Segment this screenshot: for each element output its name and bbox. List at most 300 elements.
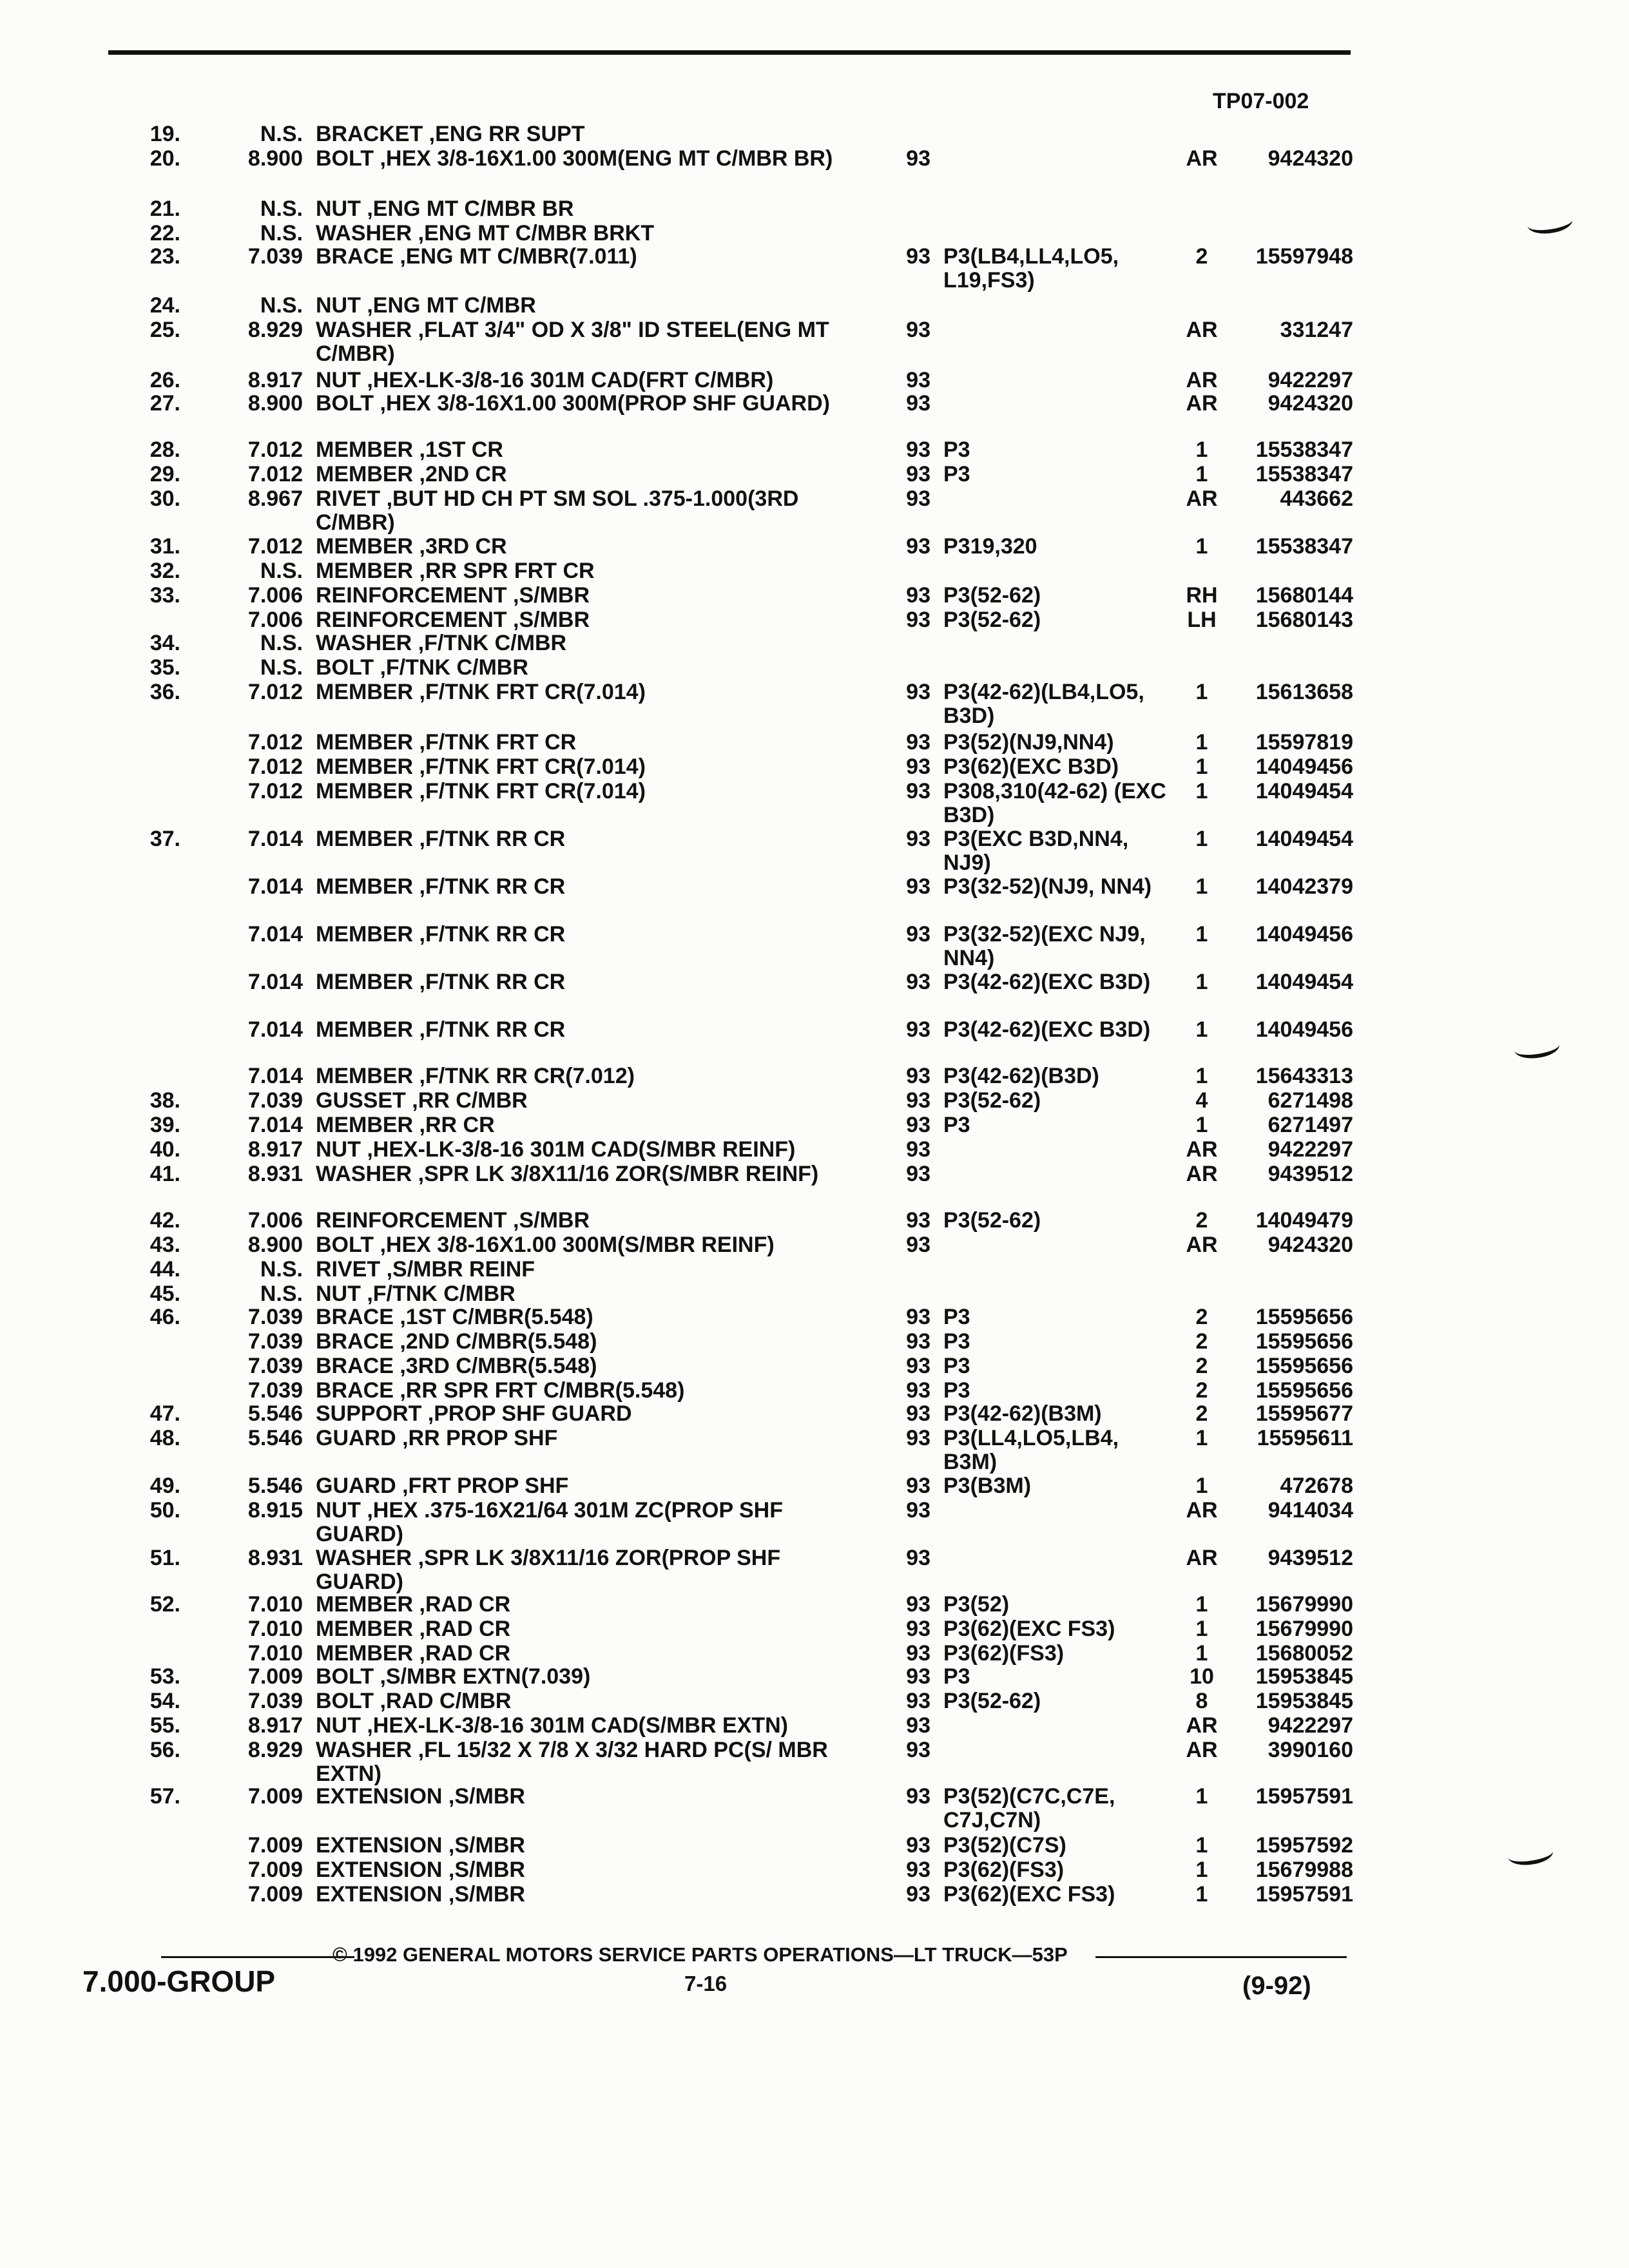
usage-code: P3(42-62)(EXC B3D) [943,1018,1151,1042]
group-number: 8.900 [247,1233,303,1257]
part-description: EXTENSION ,S/MBR [316,1858,525,1882]
quantity: AR [1186,1713,1218,1738]
part-description: NUT ,HEX-LK-3/8-16 301M CAD(FRT C/MBR) [316,369,774,392]
item-number: 51. [149,1546,180,1570]
model-year: 93 [906,1233,930,1257]
model-year: 93 [906,1713,930,1738]
part-number: 15597948 [1255,244,1353,269]
usage-code: P3(42-62)(B3D) [943,1064,1099,1088]
usage-code: P3 [943,1379,970,1403]
footer-rule-right [1095,1956,1347,1958]
part-description: WASHER ,SPR LK 3/8X11/16 ZOR(PROP SHF GUARD) [316,1546,781,1594]
group-number: 8.900 [247,146,303,171]
quantity: 1 [1195,730,1208,754]
part-number: 15595611 [1257,1426,1353,1450]
part-description: MEMBER ,F/TNK RR CR [316,827,566,851]
quantity: AR [1186,1162,1218,1186]
part-number: 14042379 [1255,874,1353,899]
footer-group: 7.000-GROUP [82,1965,276,1998]
model-year: 93 [906,146,930,171]
quantity: AR [1186,486,1218,511]
item-number: 40. [149,1137,180,1162]
group-number: 7.012 [247,754,303,779]
group-number: 8.967 [247,486,303,511]
usage-code: P3(B3M) [943,1474,1032,1498]
part-description: MEMBER ,F/TNK RR CR [316,1018,566,1042]
quantity: AR [1186,1498,1218,1523]
part-description: MEMBER ,1ST CR [316,438,503,462]
quantity: 1 [1195,754,1208,779]
item-number: 42. [149,1208,180,1233]
item-number: 19. [149,122,180,146]
item-number: 55. [149,1713,180,1738]
part-number: 14049456 [1255,754,1353,779]
part-description: SUPPORT ,PROP SHF GUARD [316,1402,632,1426]
quantity: AR [1186,1546,1218,1570]
part-number: 14049456 [1255,1017,1353,1042]
part-description: BOLT ,HEX 3/8-16X1.00 300M(S/MBR REINF) [316,1233,775,1257]
model-year: 93 [906,1401,930,1426]
part-description: NUT ,HEX-LK-3/8-16 301M CAD(S/MBR REINF) [316,1138,796,1162]
group-number: 7.012 [247,462,303,486]
part-description: BOLT ,S/MBR EXTN(7.039) [316,1665,591,1689]
item-number: 31. [149,534,180,559]
part-description: GUARD ,FRT PROP SHF [316,1474,569,1498]
usage-code: P3 [943,1330,970,1354]
part-description: BRACE ,RR SPR FRT C/MBR(5.548) [316,1379,685,1403]
group-number: 8.931 [247,1546,303,1570]
item-number: 35. [149,655,180,680]
quantity: 1 [1195,1064,1208,1088]
item-number: 21. [149,197,180,221]
part-description: NUT ,HEX .375-16X21/64 301M ZC(PROP SHF GUARD) [316,1499,783,1546]
quantity: 2 [1195,244,1208,269]
quantity: 1 [1195,1617,1208,1641]
group-number: 7.012 [247,779,303,803]
quantity: 1 [1195,1426,1208,1450]
quantity: 1 [1195,970,1208,994]
part-description: MEMBER ,F/TNK FRT CR(7.014) [316,755,646,779]
quantity: 2 [1195,1378,1208,1403]
group-number: N.S. [260,631,303,655]
item-number: 39. [149,1113,180,1137]
part-description: MEMBER ,RAD CR [316,1593,511,1617]
item-number: 38. [149,1088,180,1113]
group-number: 7.009 [247,1784,303,1809]
group-number: 8.915 [247,1498,303,1523]
part-number: 15680144 [1255,583,1353,608]
part-number: 14049456 [1255,922,1353,947]
usage-code: P3 [943,1665,970,1689]
quantity: 1 [1195,437,1208,462]
usage-code: P3 [943,1354,970,1378]
part-description: MEMBER ,F/TNK FRT CR [316,731,577,754]
part-number: 15613658 [1255,680,1353,704]
group-number: 7.012 [247,680,303,704]
item-number: 22. [149,221,180,245]
usage-code: P3(42-62)(B3M) [943,1402,1102,1426]
model-year: 93 [906,754,930,779]
model-year: 93 [906,1208,930,1233]
quantity: 2 [1195,1208,1208,1233]
usage-code: P3(62)(EXC B3D) [943,755,1119,779]
part-description: MEMBER ,RAD CR [316,1617,511,1641]
group-number: 7.012 [247,437,303,462]
group-number: 7.010 [247,1641,303,1666]
item-number: 47. [149,1401,180,1426]
part-description: MEMBER ,3RD CR [316,535,507,559]
group-number: 7.014 [247,1113,303,1137]
group-number: 7.014 [247,1017,303,1042]
part-number: 15957591 [1255,1882,1353,1907]
item-number: 54. [149,1689,180,1713]
usage-code: P3 [943,438,970,462]
quantity: 1 [1195,1784,1208,1809]
quantity: 2 [1195,1329,1208,1354]
item-number: 30. [149,486,180,511]
part-number: 15597819 [1255,730,1353,754]
part-number: 9439512 [1268,1162,1353,1186]
model-year: 93 [906,730,930,754]
model-year: 93 [906,437,930,462]
group-number: 7.014 [247,1064,303,1088]
part-description: REINFORCEMENT ,S/MBR [316,1209,590,1233]
part-number: 15595677 [1255,1401,1353,1426]
model-year: 93 [906,318,930,342]
model-year: 93 [906,922,930,947]
part-number: 15538347 [1255,534,1353,559]
group-number: 7.009 [247,1833,303,1858]
part-number: 15680052 [1255,1641,1353,1666]
group-number: N.S. [260,1257,303,1282]
part-number: 9424320 [1268,1233,1353,1257]
item-number: 25. [149,318,180,342]
quantity: AR [1186,368,1218,392]
part-number: 14049454 [1255,970,1353,994]
quantity: 1 [1195,827,1208,851]
usage-code: P3(EXC B3D,NN4, NJ9) [943,827,1129,875]
quantity: 2 [1195,1354,1208,1378]
quantity: 1 [1195,779,1208,803]
part-description: RIVET ,BUT HD CH PT SM SOL .375-1.000(3RD C/MBR) [316,487,799,535]
quantity: LH [1187,608,1217,632]
part-description: RIVET ,S/MBR REINF [316,1258,535,1282]
usage-code: P308,310(42-62) (EXC B3D) [943,780,1166,827]
group-number: 7.014 [247,827,303,851]
part-description: WASHER ,FLAT 3/4" OD X 3/8" ID STEEL(ENG MT C/MBR) [316,318,829,366]
quantity: AR [1186,146,1218,171]
group-number: 7.006 [247,608,303,632]
item-number: 23. [149,244,180,269]
part-description: BRACE ,ENG MT C/MBR(7.011) [316,245,637,269]
group-number: 7.010 [247,1592,303,1617]
part-description: MEMBER ,F/TNK FRT CR(7.014) [316,680,646,704]
quantity: AR [1186,318,1218,342]
model-year: 93 [906,1088,930,1113]
part-number: 15595656 [1255,1378,1353,1403]
usage-code: P3(62)(EXC FS3) [943,1883,1115,1907]
quantity: 1 [1195,922,1208,947]
quantity: 1 [1195,534,1208,559]
quantity: 1 [1195,1641,1208,1666]
part-description: WASHER ,ENG MT C/MBR BRKT [316,222,655,245]
model-year: 93 [906,583,930,608]
group-number: 7.006 [247,583,303,608]
part-description: WASHER ,F/TNK C/MBR [316,631,567,655]
item-number: 46. [149,1305,180,1329]
group-number: 7.039 [247,1689,303,1713]
usage-code: P3(LB4,LL4,LO5, L19,FS3) [943,245,1119,293]
part-number: 15680143 [1255,608,1353,632]
group-number: 7.009 [247,1882,303,1907]
model-year: 93 [906,534,930,559]
model-year: 93 [906,1689,930,1713]
group-number: N.S. [260,293,303,318]
group-number: 7.039 [247,1088,303,1113]
model-year: 93 [906,779,930,803]
usage-code: P3(32-52)(NJ9, NN4) [943,875,1152,899]
part-description: BRACKET ,ENG RR SUPT [316,122,585,146]
item-number: 57. [149,1784,180,1809]
usage-code: P3(52)(C7S) [943,1834,1066,1858]
part-description: MEMBER ,F/TNK RR CR [316,923,566,947]
part-description: REINFORCEMENT ,S/MBR [316,584,590,608]
part-number: 14049454 [1255,827,1353,851]
quantity: 2 [1195,1305,1208,1329]
group-number: 8.929 [247,318,303,342]
part-description: BRACE ,3RD C/MBR(5.548) [316,1354,597,1378]
part-number: 15538347 [1255,462,1353,486]
part-description: EXTENSION ,S/MBR [316,1883,525,1907]
group-number: 7.009 [247,1664,303,1689]
part-number: 15595656 [1255,1329,1353,1354]
part-number: 9439512 [1268,1546,1353,1570]
part-description: NUT ,ENG MT C/MBR BR [316,197,574,221]
model-year: 93 [906,1592,930,1617]
usage-code: P319,320 [943,535,1037,559]
part-description: BOLT ,RAD C/MBR [316,1689,512,1713]
model-year: 93 [906,1784,930,1809]
part-number: 9414034 [1268,1498,1353,1523]
part-description: BOLT ,HEX 3/8-16X1.00 300M(PROP SHF GUARD) [316,392,830,416]
model-year: 93 [906,1162,930,1186]
part-number: 9424320 [1268,146,1353,171]
part-description: EXTENSION ,S/MBR [316,1834,525,1858]
part-number: 14049479 [1255,1208,1353,1233]
model-year: 93 [906,1378,930,1403]
item-number: 50. [149,1498,180,1523]
part-number: 6271497 [1268,1113,1353,1137]
quantity: 1 [1195,874,1208,899]
model-year: 93 [906,970,930,994]
group-number: 8.931 [247,1162,303,1186]
usage-code: P3(52)(C7C,C7E, C7J,C7N) [943,1785,1115,1832]
part-description: MEMBER ,2ND CR [316,463,507,486]
quantity: 1 [1195,1113,1208,1137]
part-description: REINFORCEMENT ,S/MBR [316,608,590,632]
group-number: 7.039 [247,1354,303,1378]
model-year: 93 [906,827,930,851]
footer-page-number: 7-16 [684,1972,728,1995]
item-number: 37. [149,827,180,851]
item-number: 43. [149,1233,180,1257]
group-number: 7.010 [247,1617,303,1641]
item-number: 20. [149,146,180,171]
item-number: 44. [149,1257,180,1282]
group-number: 7.039 [247,244,303,269]
group-number: N.S. [260,122,303,146]
item-number: 34. [149,631,180,655]
group-number: 7.039 [247,1329,303,1354]
group-number: 5.546 [247,1426,303,1450]
part-description: MEMBER ,RR SPR FRT CR [316,559,595,583]
quantity: 1 [1195,680,1208,704]
item-number: 52. [149,1592,180,1617]
part-description: BRACE ,1ST C/MBR(5.548) [316,1305,593,1329]
item-number: 56. [149,1738,180,1762]
usage-code: P3(32-52)(EXC NJ9, NN4) [943,923,1146,970]
item-number: 29. [149,462,180,486]
group-number: N.S. [260,1282,303,1306]
usage-code: P3(52-62) [943,1209,1041,1233]
usage-code: P3(52-62) [943,584,1041,608]
usage-code: P3 [943,1113,970,1137]
model-year: 93 [906,368,930,392]
model-year: 93 [906,462,930,486]
model-year: 93 [906,874,930,899]
usage-code: P3(52) [943,1593,1010,1617]
group-number: 5.546 [247,1474,303,1498]
group-number: 8.917 [247,1137,303,1162]
group-number: 8.917 [247,1713,303,1738]
part-number: 472678 [1280,1474,1353,1498]
part-number: 15643313 [1255,1064,1353,1088]
model-year: 93 [906,680,930,704]
quantity: 1 [1195,1474,1208,1498]
group-number: 7.012 [247,730,303,754]
part-number: 443662 [1280,486,1353,511]
footer-date: (9-92) [1242,1972,1311,2000]
model-year: 93 [906,1137,930,1162]
group-number: N.S. [260,197,303,221]
model-year: 93 [906,1738,930,1762]
group-number: 7.014 [247,970,303,994]
usage-code: P3(42-62)(LB4,LO5, B3D) [943,680,1144,728]
document-code: TP07-002 [1213,89,1309,113]
quantity: 1 [1195,1858,1208,1882]
model-year: 93 [906,1017,930,1042]
usage-code: P3(62)(EXC FS3) [943,1617,1115,1641]
group-number: 8.900 [247,391,303,416]
group-number: N.S. [260,221,303,245]
quantity: 1 [1195,462,1208,486]
part-number: 9424320 [1268,391,1353,416]
part-description: BOLT ,HEX 3/8-16X1.00 300M(ENG MT C/MBR BR) [316,147,833,171]
part-description: MEMBER ,F/TNK RR CR [316,875,566,899]
model-year: 93 [906,1498,930,1523]
quantity: AR [1186,1233,1218,1257]
model-year: 93 [906,1329,930,1354]
part-description: WASHER ,FL 15/32 X 7/8 X 3/32 HARD PC(S/ MBR EXTN) [316,1738,828,1786]
model-year: 93 [906,1113,930,1137]
usage-code: P3 [943,1305,970,1329]
model-year: 93 [906,1858,930,1882]
model-year: 93 [906,1354,930,1378]
part-number: 15957591 [1255,1784,1353,1809]
model-year: 93 [906,1833,930,1858]
footer-copyright: © 1992 GENERAL MOTORS SERVICE PARTS OPERATIONS—LT TRUCK—53P [333,1943,1068,1966]
quantity: 1 [1195,1017,1208,1042]
group-number: 7.009 [247,1858,303,1882]
usage-code: P3(52-62) [943,1089,1041,1113]
part-description: BOLT ,F/TNK C/MBR [316,656,528,680]
usage-code: P3 [943,463,970,486]
usage-code: P3(62)(FS3) [943,1858,1065,1882]
group-number: 7.014 [247,922,303,947]
quantity: 1 [1195,1592,1208,1617]
item-number: 32. [149,559,180,583]
quantity: 2 [1195,1401,1208,1426]
model-year: 93 [906,1641,930,1666]
group-number: 8.917 [247,368,303,392]
model-year: 93 [906,1474,930,1498]
group-number: 7.039 [247,1305,303,1329]
model-year: 93 [906,1617,930,1641]
item-number: 36. [149,680,180,704]
item-number: 26. [149,368,180,392]
model-year: 93 [906,608,930,632]
group-number: 8.929 [247,1738,303,1762]
usage-code: P3(42-62)(EXC B3D) [943,970,1151,994]
part-description: NUT ,HEX-LK-3/8-16 301M CAD(S/MBR EXTN) [316,1714,788,1738]
quantity: 4 [1195,1088,1208,1113]
part-number: 15595656 [1255,1305,1353,1329]
group-number: 7.039 [247,1378,303,1403]
item-number: 53. [149,1664,180,1689]
usage-code: P3(52-62) [943,608,1041,632]
group-number: 7.006 [247,1208,303,1233]
item-number: 48. [149,1426,180,1450]
part-description: WASHER ,SPR LK 3/8X11/16 ZOR(S/MBR REINF) [316,1162,819,1186]
part-description: MEMBER ,F/TNK FRT CR(7.014) [316,780,646,803]
group-number: N.S. [260,559,303,583]
part-description: MEMBER ,RR CR [316,1113,495,1137]
usage-code: P3(52-62) [943,1689,1041,1713]
part-number: 15953845 [1255,1689,1353,1713]
part-number: 15679990 [1255,1592,1353,1617]
quantity: AR [1186,1738,1218,1762]
model-year: 93 [906,1305,930,1329]
quantity: AR [1186,391,1218,416]
part-number: 9422297 [1268,368,1353,392]
item-number: 27. [149,391,180,416]
item-number: 24. [149,293,180,318]
group-number: 5.546 [247,1401,303,1426]
quantity: 8 [1195,1689,1208,1713]
item-number: 49. [149,1474,180,1498]
model-year: 93 [906,391,930,416]
usage-code: P3(52)(NJ9,NN4) [943,731,1114,754]
part-number: 15679990 [1255,1617,1353,1641]
part-number: 15679988 [1255,1858,1353,1882]
part-number: 9422297 [1268,1713,1353,1738]
part-number: 15953845 [1255,1664,1353,1689]
part-number: 331247 [1280,318,1353,342]
part-description: MEMBER ,F/TNK RR CR [316,970,566,994]
quantity: RH [1186,583,1218,608]
usage-code: P3(62)(FS3) [943,1642,1065,1666]
item-number: 33. [149,583,180,608]
